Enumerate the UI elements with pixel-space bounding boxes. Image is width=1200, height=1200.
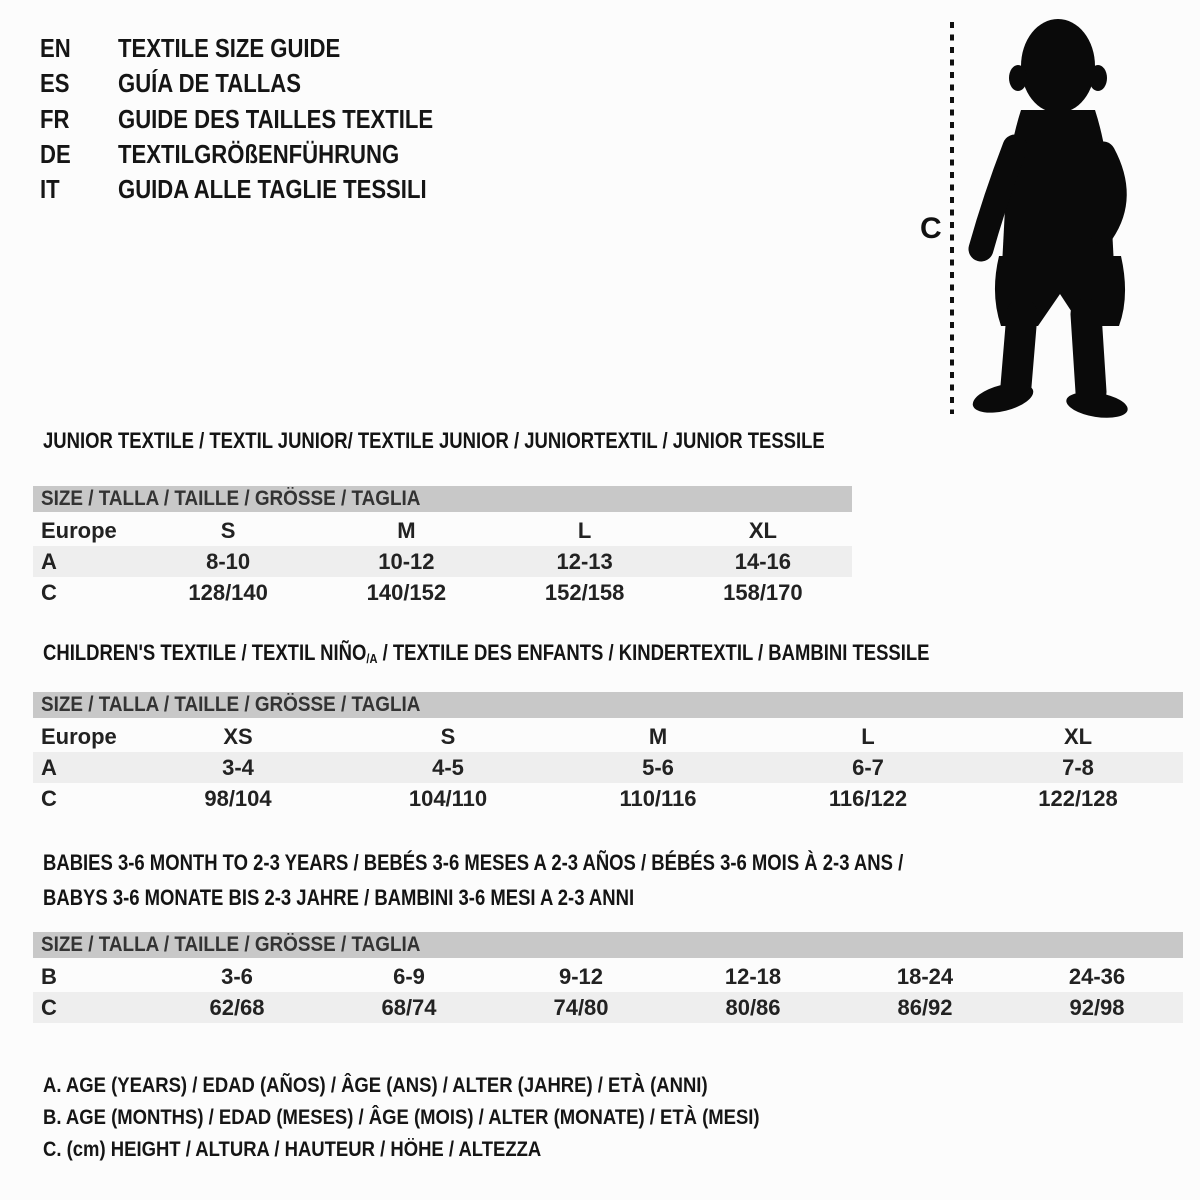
size-cell: XL — [748, 517, 777, 543]
language-guide-title: GUIDA ALLE TAGLIE TESSILI — [118, 174, 427, 205]
size-cell: L — [577, 517, 592, 543]
age-cell: 6-9 — [393, 963, 425, 989]
height-cell: 128/140 — [188, 579, 268, 605]
toddler-silhouette-figure — [915, 14, 1150, 424]
junior-section-title-text: JUNIOR TEXTILE / TEXTIL JUNIOR/ TEXTILE JUNIOR / JUNIORTEXTIL / JUNIOR TESSILE — [43, 428, 825, 453]
language-guide-title: TEXTILE SIZE GUIDE — [118, 33, 341, 64]
language-row-it — [40, 172, 489, 207]
row-label: B — [41, 963, 57, 989]
age-cell: 3-6 — [221, 963, 253, 989]
table-row-height-cm — [33, 992, 1183, 1023]
size-header-text: SIZE / TALLA / TAILLE / GRÖSSE / TAGLIA — [41, 693, 421, 716]
height-cell: 86/92 — [897, 994, 953, 1020]
height-cell: 152/158 — [544, 579, 625, 605]
age-cell: 3-4 — [222, 754, 254, 780]
language-row-de — [40, 137, 489, 172]
age-cell: 6-7 — [852, 754, 884, 780]
language-code: FR — [40, 103, 70, 134]
legend-line-b — [43, 1102, 857, 1134]
table-row-height-cm — [33, 783, 1183, 814]
row-label: Europe — [41, 517, 117, 543]
size-cell: M — [648, 723, 668, 749]
legend-text-age-months: B. AGE (MONTHS) / EDAD (MESES) / ÂGE (MOIS) / ALTER (MONATE) / ETÀ (MESI) — [43, 1106, 760, 1129]
size-cell: L — [861, 723, 875, 749]
age-cell: 10-12 — [378, 548, 435, 574]
age-cell: 4-5 — [432, 754, 464, 780]
size-header-text: SIZE / TALLA / TAILLE / GRÖSSE / TAGLIA — [41, 933, 421, 956]
height-cell: 62/68 — [209, 994, 265, 1020]
language-title-list — [40, 31, 489, 207]
age-cell: 9-12 — [558, 963, 604, 989]
language-row-es — [40, 66, 489, 101]
junior-section-title — [43, 429, 974, 453]
height-cell: 140/152 — [366, 579, 447, 605]
size-cell: XS — [223, 723, 253, 749]
toddler-silhouette-icon — [970, 19, 1130, 422]
language-code: ES — [40, 68, 70, 99]
height-measure-label: C — [920, 212, 942, 245]
height-cell: 116/122 — [828, 785, 908, 811]
row-label: C — [41, 785, 57, 811]
row-label: A — [41, 754, 57, 780]
age-cell: 7-8 — [1062, 754, 1094, 780]
size-cell: XL — [1063, 723, 1093, 749]
language-guide-title: GUÍA DE TALLAS — [118, 68, 301, 99]
legend-line-c — [43, 1134, 857, 1166]
junior-size-table — [33, 486, 852, 608]
height-cell: 68/74 — [381, 994, 437, 1020]
language-row-fr — [40, 102, 489, 137]
size-cell: S — [220, 517, 236, 543]
height-cell: 74/80 — [553, 994, 609, 1020]
height-cell: 122/128 — [1038, 785, 1118, 811]
size-cell: M — [397, 517, 416, 543]
size-header-bar — [33, 932, 1183, 958]
size-header-text: SIZE / TALLA / TAILLE / GRÖSSE / TAGLIA — [41, 487, 421, 510]
height-cell: 110/116 — [619, 785, 697, 811]
babies-title-line1: BABIES 3-6 MONTH TO 2-3 YEARS / BEBÉS 3-6 MESES A 2-3 AÑOS / BÉBÉS 3-6 MOIS À 2-3 ANS / — [43, 850, 904, 875]
age-cell: 12-18 — [724, 963, 782, 989]
age-cell: 5-6 — [642, 754, 674, 780]
size-header-bar — [33, 692, 1183, 718]
children-title-subscript: /A — [366, 650, 378, 666]
height-cell: 158/170 — [723, 579, 803, 605]
language-guide-title: TEXTILGRÖßENFÜHRUNG — [118, 139, 400, 170]
table-row-age-years — [33, 752, 1183, 783]
table-row-height-cm — [33, 577, 852, 608]
age-cell: 8-10 — [206, 548, 251, 574]
height-cell: 92/98 — [1069, 994, 1125, 1020]
babies-title-line2: BABYS 3-6 MONATE BIS 2-3 JAHRE / BAMBINI 3-6 MESI A 2-3 ANNI — [43, 885, 635, 910]
babies-size-table — [33, 932, 1183, 1023]
children-title-part2: / TEXTILE DES ENFANTS / KINDERTEXTIL / BAMBINI TESSILE — [377, 640, 930, 665]
measure-legend — [43, 1070, 857, 1166]
children-title-part1: CHILDREN'S TEXTILE / TEXTIL NIÑO — [43, 640, 367, 665]
height-cell: 98/104 — [204, 785, 272, 811]
table-row-age-years — [33, 546, 852, 577]
legend-text-age-years: A. AGE (YEARS) / EDAD (AÑOS) / ÂGE (ANS) / ALTER (JAHRE) / ETÀ (ANNI) — [43, 1074, 708, 1097]
size-cell: S — [440, 723, 456, 749]
table-row-europe — [33, 721, 1183, 752]
row-label: Europe — [41, 723, 117, 749]
children-size-table — [33, 692, 1183, 814]
language-code: DE — [40, 139, 71, 170]
row-label: C — [41, 994, 57, 1020]
legend-text-height: C. (cm) HEIGHT / ALTURA / HAUTEUR / HÖHE / ALTEZZA — [43, 1138, 542, 1161]
age-cell: 12-13 — [556, 548, 613, 574]
language-guide-title: GUIDE DES TAILLES TEXTILE — [118, 103, 434, 134]
table-row-europe — [33, 515, 852, 546]
table-row-age-months — [33, 961, 1183, 992]
language-code: EN — [40, 33, 71, 64]
row-label: A — [41, 548, 57, 574]
babies-section-title — [43, 845, 1067, 915]
size-header-bar — [33, 486, 852, 512]
children-section-title — [43, 641, 1098, 671]
legend-line-a — [43, 1070, 857, 1102]
language-code: IT — [40, 174, 60, 205]
age-cell: 14-16 — [734, 548, 792, 574]
age-cell: 18-24 — [896, 963, 954, 989]
height-cell: 80/86 — [725, 994, 781, 1020]
children-section-title-text — [43, 641, 930, 671]
language-row-en — [40, 31, 489, 66]
height-cell: 104/110 — [408, 785, 488, 811]
row-label: C — [41, 579, 57, 605]
age-cell: 24-36 — [1068, 963, 1126, 989]
